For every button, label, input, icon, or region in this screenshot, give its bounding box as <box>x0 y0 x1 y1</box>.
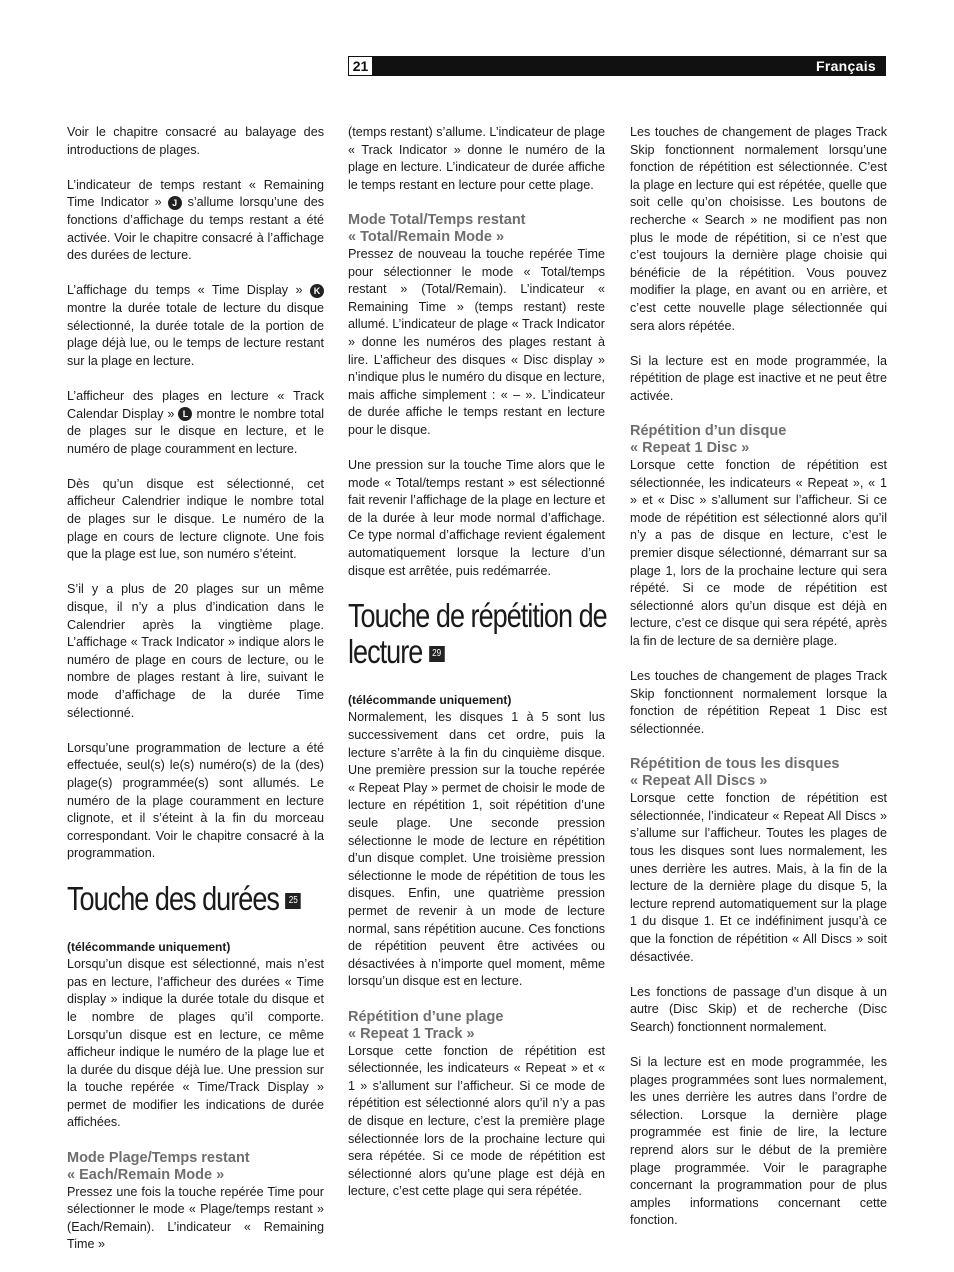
subheading-line: Répétition d’un disque <box>630 423 787 440</box>
text: L’indicateur de temps restant « Remaining Time Indicator » <box>67 177 324 210</box>
subheading <box>67 1150 324 1184</box>
subheading-line: Mode Plage/Temps restant <box>67 1149 250 1166</box>
heading-text: Touche des durées <box>67 879 279 917</box>
paragraph: Lorsque cette fonction de répétition est sélectionnée, les indicateurs « Repeat », « 1 » et « Disc » s’allument sur l’afficheur. Si ce mode de répétition est sélectionné alors qu’il n’y a pas de disque en lecture, c’est le premier disque sélectionné, démarrant sur sa plage 1, lors de la prochaine lecture qui sera répété. Si ce mode de répétition est sélectionné alors qu’un disque est déjà en lecture, c’est ce disque qui sera répété, après la fin de lecture de sa dernière plage. <box>630 458 887 649</box>
paragraph <box>67 177 324 265</box>
paragraph: Une pression sur la touche Time alors que le mode « Total/temps restant » est sélectionné fait revenir l’affichage de la plage en lecture et de la durée à leur mode normal d’affichage. Ce type normal d’affichage revient également automatiquement lorsque la lecture d’un disque est arrêtée, puis redémarrée. <box>348 458 605 578</box>
paragraph: Lorsqu’un disque est sélectionné, mais n’est pas en lecture, l’afficheur des durées « Time display » indique la durée totale du disque et le nombre de plages qu’il comporte. Lorsqu’un disque est en lecture, ce même afficheur indique le numéro de la plage lue et la durée du disque déjà lue. Une pression sur la touche repérée « Time/Track Display » permet de modifier les indications de durée affichées. <box>67 957 324 1130</box>
subheading <box>348 1009 605 1043</box>
subheading-line: « Repeat All Discs » <box>630 773 768 790</box>
subheading-line: « Repeat 1 Track » <box>348 1025 475 1042</box>
paragraph: Normalement, les disques 1 à 5 sont lus successivement dans cet ordre, puis la lecture s’arrête à la fin du cinquième disque. Une première pression sur la touche repérée « Repeat Play » permet de choisir le mode de lecture en répétition 1, soit répétition d’une seule plage. Une seconde pression sélectionne le mode de lecture en répétition d’un disque complet. Une troisième pression sélectionne le mode de répétition de tous les disques. Enfin, une quatrième pression permet de revenir à un mode de lecture normal, sans répétition aucune. Ces fonctions de répétition peuvent être activées ou désactivées à n’importe quel moment, même lorsqu’un disque est en lecture. <box>348 710 605 989</box>
subheading-line: Répétition de tous les disques <box>630 756 840 773</box>
paragraph <box>67 282 324 370</box>
subheading-line: Mode Total/Temps restant <box>348 211 526 228</box>
text: L’afficheur des plages en lecture « Track Calendar Display » <box>67 388 324 421</box>
paragraph: Dès qu’un disque est sélectionné, cet afficheur Calendrier indique le nombre total de plages sur le disque. Le numéro de la plage en cours de lecture clignote. Une fois que la plage est lue, son numéro s’éteint. <box>67 476 324 562</box>
text: s’allume lorsqu’une des fonctions d’affichage du temps restant a été activée. Voir le chapitre consacré à l’affichage des durées de lecture. <box>67 195 325 263</box>
key-l-icon: L <box>178 407 192 421</box>
subheading-line: Répétition d’une plage <box>348 1008 504 1025</box>
paragraph: Les fonctions de passage d’un disque à un autre (Disc Skip) et de recherche (Disc Search) fonctionnent normalement. <box>630 984 887 1034</box>
key-25-icon: 25 <box>285 893 301 909</box>
remote-only-note: (télécommande uniquement) <box>348 692 512 707</box>
paragraph: Les touches de changement de plages Track Skip fonctionnent normalement lorsqu’une fonction de répétition est sélectionnée. C’est la plage en lecture qui est répétée, quelle que soit celle qu’on choisisse. Les boutons de recherche « Search » ne modifient pas non plus le mode de répétition, si ce n’est que c’est toujours la dernière plage choisie qui bénéficie de la répétition. Vous pouvez modifier la plage, en avant ou en arrière, et c’est cette nouvelle plage sélectionnée qui sera alors répétée. <box>630 125 887 333</box>
key-29-icon: 29 <box>429 646 445 662</box>
subheading <box>630 756 887 790</box>
section-heading <box>348 598 610 670</box>
paragraph <box>67 388 324 458</box>
paragraph: Lorsque cette fonction de répétition est sélectionnée, les indicateurs « Repeat » et « 1 » s’allument sur l’afficheur. Si ce mode de répétition est sélectionné alors qu’il n’y a pas de disque en lecture, c’est la première plage sélectionnée lors de la prochaine lecture qui sera répétée. Si ce mode de répétition est sélectionné alors qu’une plage est déjà en lecture, c’est cette plage qui sera répétée. <box>348 1043 605 1199</box>
paragraph: Pressez de nouveau la touche repérée Time pour sélectionner le mode « Total/temps restant » (Total/Remain). L’indicateur « Remaining Time » (temps restant) reste allumé. L’indicateur de plage « Track Indicator » donne les numéros des plages restant à lire. L’afficheur des disques « Disc display » n’indique plus le numéro du disque en lecture, mais affiche simplement : « – ». L’indicateur de durée affiche le temps restant en lecture pour le disque. <box>348 246 605 437</box>
header-bar <box>348 56 886 76</box>
remote-only-note: (télécommande uniquement) <box>67 939 231 954</box>
subheading-line: « Total/Remain Mode » <box>348 228 505 245</box>
subheading-line: « Repeat 1 Disc » <box>630 440 750 457</box>
heading-text: Touche de répétition de <box>348 596 607 634</box>
subheading <box>348 212 605 246</box>
paragraph: Pressez une fois la touche repérée Time pour sélectionner le mode « Plage/temps restant » (Each/Remain). L’indicateur « Remaining Time » <box>67 1184 324 1252</box>
paragraph: S’il y a plus de 20 plages sur un même disque, il n’y a plus d’indication dans le Calendrier après la vingtième plage. L’affichage « Track Indicator » indique alors le numéro de plage en cours de lecture, ou le nombre de plages restant à lire, suivant le mode d’affichage de la durée Time sélectionné. <box>67 582 324 720</box>
section-language: Français <box>816 58 876 74</box>
subheading-line: « Each/Remain Mode » <box>67 1166 225 1183</box>
paragraph: (temps restant) s’allume. L’indicateur de plage « Track Indicator » donne le numéro de la plage en lecture. L’indicateur de durée affiche le temps restant en lecture pour cette plage. <box>348 125 605 192</box>
paragraph: Si la lecture est en mode programmée, les plages programmées sont lues normalement, les unes derrière les autres dans l’ordre de sélection. Lorsque la dernière plage programmée est finie de lire, la lecture reprend alors sur le début de la première plage programmée. Voir le paragraphe concernant la programmation pour de plus amples informations concernant cette fonction. <box>630 1055 887 1228</box>
column-2 <box>348 124 605 1201</box>
paragraph: Les touches de changement de plages Track Skip fonctionnent normalement lorsque la fonction de répétition Repeat 1 Disc est sélectionnée. <box>630 669 887 736</box>
paragraph: Si la lecture est en mode programmée, la répétition de plage est inactive et ne peut être activée. <box>630 353 887 403</box>
key-j-icon: J <box>168 196 182 210</box>
text: L’affichage du temps « Time Display » <box>67 283 303 298</box>
paragraph: Lorsqu’une programmation de lecture a été effectuée, seul(s) le(s) numéro(s) de la (des) plage(s) programmée(s) sont allumés. Le numéro de la plage couramment en lecture clignote, et il s’éteint à la fin du morceau correspondant. Voir le chapitre consacré à la programmation. <box>67 740 324 861</box>
page-number: 21 <box>348 56 373 76</box>
column-3 <box>630 124 887 1230</box>
heading-text: lecture <box>348 632 423 670</box>
key-k-icon: K <box>310 284 324 298</box>
column-1 <box>67 124 324 1254</box>
text: montre la durée totale de lecture du disque sélectionné, la durée totale de la portion de plage déjà lue, ou le temps de lecture restant sur la plage en lecture. <box>67 300 324 368</box>
text: montre le nombre total de plages sur le disque en lecture, et le numéro de plage couramment en lecture. <box>67 406 325 456</box>
paragraph: Lorsque cette fonction de répétition est sélectionnée, l’indicateur « Repeat All Discs » s’allume sur l’afficheur. Toutes les plages de tous les disques sont lues normalement, les unes derrière les autres. Mais, à la fin de la lecture de la dernière plage du disque 5, la lecture reprend automatiquement sur la plage 1 du disque 1. Et ce indéfiniment jusqu’à ce que la fonction de répétition « All Discs » soit désactivée. <box>630 791 887 964</box>
section-heading <box>67 881 329 917</box>
paragraph: Voir le chapitre consacré au balayage des introductions de plages. <box>67 125 324 157</box>
subheading <box>630 423 887 457</box>
